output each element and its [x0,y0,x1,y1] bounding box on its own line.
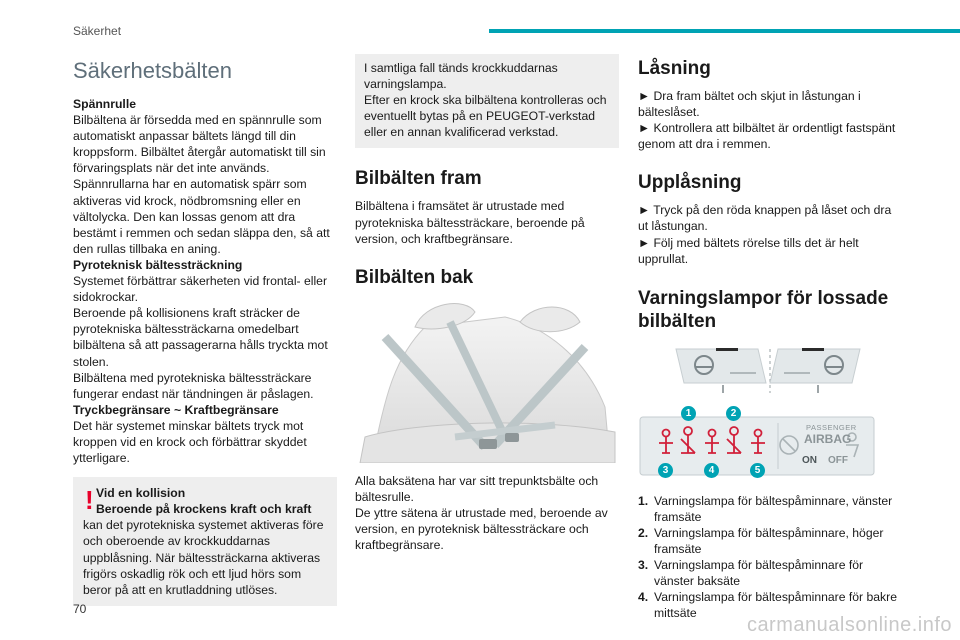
legend-number: 1. [638,493,649,508]
page-number: 70 [73,602,87,616]
limiter-text: Det här systemet minskar bältets tryck mot kroppen vid en krock och förbättrar skyddet ytterligare. [73,418,307,466]
legend-item [638,557,902,589]
on-label: ON [802,454,817,466]
legend-number: 3. [638,557,649,572]
callout-2: 2 [726,406,741,421]
column-right [638,54,902,621]
legend-number: 2. [638,525,649,540]
warning-lamp-panel-illustration [638,405,902,481]
collision-warning-box [73,477,337,606]
pretensioner-text: Bilbältena är försedda med en spännrulle som automatiskt anpassar bältets längd till din kroppsform. Bilbältet återgår automatiskt till sin förvaringsplats när det inte används. Spännrullarna har en automatisk spärr som aktiveras vid krock, nödbromsning eller en vältolycka. Den kan lossas genom att dra bestämt i remmen och sedan släppa den, så att den rullas tillbaka en aning. [73,113,330,256]
unlock-text-2: ► Följ med bältets rörelse tills det är helt upprullat. [638,235,859,266]
warning-text: kan det pyrotekniska systemet aktiveras före och oberoende av krockkuddarnas uppblåsning. När bältessträckarna aktiveras frigörs oskadlig rök och ett ljud hörs som beror på att en krutladdning utlöses. [83,518,324,597]
lamp-legend-list [638,493,902,621]
rear-seat-illustration [355,297,619,463]
pyro-text-2: Beroende på kollisionens kraft sträcker de pyrotekniska bältessträckarna omedelbart bilbältena så att passagerarna hålls tryckta mot stolen. [73,306,328,369]
watermark: carmanualsonline.info [746,614,952,636]
rear-seat-belts-icon [355,297,619,463]
limiter-heading: Tryckbegränsare ~ Kraftbegränsare [73,402,279,417]
warning-exclamation-icon: ! [85,485,94,516]
pyro-heading: Pyroteknisk bältessträckning [73,257,243,272]
header-accent-bar [489,29,960,33]
legend-number: 4. [638,589,649,604]
legend-text: Varningslampa för bältespåminnare för bakre mittsäte [654,589,897,620]
legend-text: Varningslampa för bältespåminnare, höger framsäte [654,525,884,556]
front-belts-heading: Bilbälten fram [355,168,482,190]
off-label: OFF [828,454,848,466]
lock-heading: Låsning [638,58,711,79]
callout-5: 5 [750,463,765,478]
callout-3: 3 [658,463,673,478]
note-text-2: Efter en krock ska bilbältena kontrolleras och eventuellt bytas på en PEUGEOT-verkstad eller en annan kvalificerad verkstad. [364,93,607,140]
rear-belts-text-2: De yttre sätena är utrustade med, beroende av version, en pyroteknisk bältessträckare och kraftbegränsare. [355,505,608,553]
unlock-heading: Upplåsning [638,172,742,194]
warning-subtitle: Beroende på krockens kraft och kraft [96,502,312,517]
rear-belts-text-1: Alla baksätena har var sitt trepunktsbälte och bältesrulle. [355,473,599,504]
section-header: Säkerhet [73,24,122,38]
pyro-text-1: Systemet förbättrar säkerheten vid frontal- eller sidokrockar. [73,274,328,305]
legend-item [638,493,902,525]
legend-item [638,525,902,557]
unlock-text-1: ► Tryck på den röda knappen på låset och dra ut låstungan. [638,203,892,234]
dashboard-icon [638,345,902,395]
airbag-label: AIRBAG [804,431,852,446]
passenger-label: PASSENGER [806,422,857,432]
column-left [73,54,337,606]
seatbelt-warning-lamps-icon [638,405,902,481]
info-note-box [355,54,619,148]
legend-text: Varningslampa för bältespåminnare, vänster framsäte [654,493,893,524]
lock-text-1: ► Dra fram bältet och skjut in låstungan i bälteslåset. [638,89,861,120]
pyro-text-3: Bilbältena med pyrotekniska bältessträckare fungerar endast när tändningen är påslagen. [73,370,314,401]
lock-text-2: ► Kontrollera att bilbältet är ordentligt fastspänt genom att dra i remmen. [638,121,896,152]
warning-lamps-heading: Varningslampor för lossade bilbälten [638,287,889,332]
legend-text: Varningslampa för bältespåminnare för vänster baksäte [654,557,864,588]
dashboard-location-illustration [638,345,902,395]
column-middle [355,54,619,553]
callout-1: 1 [681,406,696,421]
front-belts-text: Bilbältena i framsätet är utrustade med pyrotekniska bältessträckare, beroende på version, och kraftbegränsare. [355,199,585,246]
page-title: Säkerhetsbälten [73,58,232,83]
warning-title: Vid en kollision [96,486,186,501]
pretensioner-heading: Spännrulle [73,97,136,111]
note-text-1: I samtliga fall tänds krockkuddarnas varningslampa. [364,61,558,92]
callout-4: 4 [704,463,719,478]
rear-belts-heading: Bilbälten bak [355,266,474,288]
